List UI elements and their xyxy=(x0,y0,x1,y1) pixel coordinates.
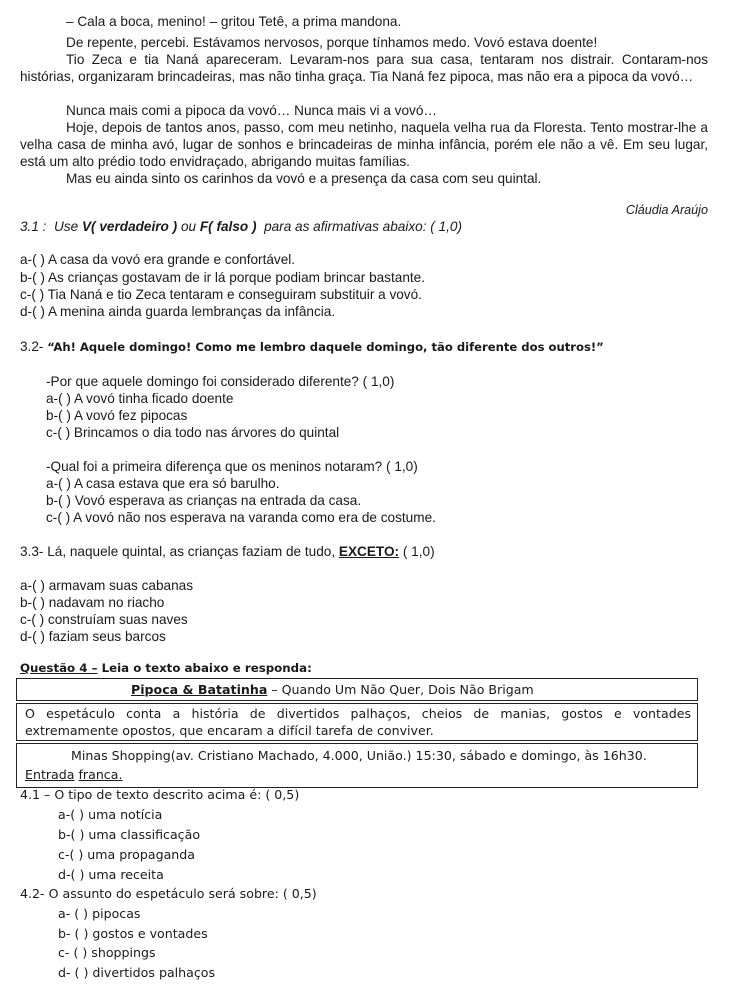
ad-info: Minas Shopping(av. Cristiano Machado, 4.000, União.) 15:30, sábado e domingo, às 16h30. xyxy=(71,748,647,763)
q41-item-d: d-( ) uma receita xyxy=(58,867,164,882)
ad-info-box xyxy=(16,743,698,788)
story-paragraph-5 xyxy=(20,119,708,170)
q4-heading xyxy=(20,660,312,677)
q31-number: 3.1 : xyxy=(20,219,47,234)
q32-sub1-item-c: c-( ) Brincamos o dia todo nas árvores do quintal xyxy=(46,425,340,440)
q32-sub1: -Por que aquele domingo foi considerado diferente? ( 1,0) xyxy=(46,374,395,389)
q32-sub2: -Qual foi a primeira diferença que os meninos notaram? ( 1,0) xyxy=(46,459,418,474)
q33-exceto: EXCETO: xyxy=(338,544,400,559)
story-author: Cláudia Araújo xyxy=(625,203,708,217)
q41-heading: 4.1 – O tipo de texto descrito acima é: ( 0,5) xyxy=(20,787,300,802)
ad-title-box xyxy=(16,678,698,701)
q33-item-a: a-( ) armavam suas cabanas xyxy=(20,578,194,593)
q32-number: 3.2- xyxy=(20,339,44,354)
q32-sub1-item-a: a-( ) A vovó tinha ficado doente xyxy=(46,391,234,406)
q41-item-b: b-( ) uma classificação xyxy=(58,827,201,842)
q31-heading xyxy=(20,218,462,235)
q32-heading xyxy=(20,338,604,356)
q33-item-b: b-( ) nadavam no riacho xyxy=(20,595,165,610)
q31-post: para as afirmativas abaixo: ( 1,0) xyxy=(264,219,463,234)
q31-item-b: b-( ) As crianças gostavam de ir lá porque podiam brincar bastante. xyxy=(20,270,425,285)
q41-item-c: c-( ) uma propaganda xyxy=(58,847,195,862)
q42-item-a: a- ( ) pipocas xyxy=(58,906,141,921)
ad-description: O espetáculo conta a história de divertidos palhaços, cheios de manias, gostos e vontades extremamente opostos, que encaram a difícil tarefa de conviver. xyxy=(25,706,691,738)
story-paragraph-3 xyxy=(20,51,708,85)
q42-heading: 4.2- O assunto do espetáculo será sobre: ( 0,5) xyxy=(20,886,317,901)
story-line-2: De repente, percebi. Estávamos nervosos, porque tínhamos medo. Vovó estava doente! xyxy=(66,35,598,50)
story-line-4: Nunca mais comi a pipoca da vovó… Nunca mais vi a vovó… xyxy=(66,103,437,118)
q31-item-d: d-( ) A menina ainda guarda lembranças da infância. xyxy=(20,304,336,319)
q32-sub1-item-b: b-( ) A vovó fez pipocas xyxy=(46,408,188,423)
story-line-6: Mas eu ainda sinto os carinhos da vovó e a presença da casa com seu quintal. xyxy=(66,171,542,186)
ad-entrada-line xyxy=(25,766,122,783)
q42-item-b: b- ( ) gostos e vontades xyxy=(58,926,208,941)
ad-description-box xyxy=(16,703,698,741)
q4-label: Questão 4 – xyxy=(20,661,98,675)
q33-item-d: d-( ) faziam seus barcos xyxy=(20,629,166,644)
q31-item-a: a-( ) A casa da vovó era grande e confortável. xyxy=(20,252,296,267)
q4-instruction: Leia o texto abaixo e responda: xyxy=(101,661,312,675)
ad-title-name: Pipoca & Batatinha xyxy=(131,682,268,697)
q32-sub2-item-a: a-( ) A casa estava que era só barulho. xyxy=(46,476,280,491)
story-paragraph-5-text: Hoje, depois de tantos anos, passo, com meu netinho, naquela velha rua da Floresta. Tento mostrar-lhe a velha casa de minha avó, lugar de sonhos e brincadeiras de minha infância, porém ele não a vê. Em seu lugar, está um alto prédio todo envidraçado, abrigando muitas famílias. xyxy=(20,120,708,169)
story-paragraph-3-text: Tio Zeca e tia Naná apareceram. Levaram-nos para sua casa, tentaram nos distrair. Contaram-nos histórias, organizaram brincadeiras, mas não tinha graça. Tia Naná fez pipoca, mas não era a pipoca da vovó… xyxy=(20,52,708,84)
q31-item-c: c-( ) Tia Naná e tio Zeca tentaram e conseguiram substituir a vovó. xyxy=(20,287,422,302)
q33-heading xyxy=(20,543,435,560)
ad-entrada: Entrada xyxy=(25,767,75,782)
q33-post: ( 1,0) xyxy=(402,544,435,559)
q41-item-a: a-( ) uma notícia xyxy=(58,807,163,822)
ad-title-subtitle: – Quando Um Não Quer, Dois Não Brigam xyxy=(271,682,534,697)
q42-item-c: c- ( ) shoppings xyxy=(58,945,156,960)
q31-pre: Use xyxy=(54,219,79,234)
ad-title xyxy=(131,681,534,698)
ad-franca: franca. xyxy=(78,767,123,782)
q32-sub2-item-c: c-( ) A vovó não nos esperava na varanda como era de costume. xyxy=(46,510,436,525)
q31-falso: F( falso ) xyxy=(199,219,257,234)
q32-quote: “Ah! Aquele domingo! Como me lembro daquele domingo, tão diferente dos outros!” xyxy=(47,340,604,354)
q42-item-d: d- ( ) divertidos palhaços xyxy=(58,965,216,980)
q33-item-c: c-( ) construíam suas naves xyxy=(20,612,188,627)
q31-verdadeiro: V( verdadeiro ) xyxy=(81,219,178,234)
story-line-1: – Cala a boca, menino! – gritou Tetê, a prima mandona. xyxy=(66,14,402,29)
q31-ou: ou xyxy=(180,219,197,234)
q33-pre: 3.3- Lá, naquele quintal, as crianças faziam de tudo, xyxy=(20,544,336,559)
q32-sub2-item-b: b-( ) Vovó esperava as crianças na entrada da casa. xyxy=(46,493,362,508)
